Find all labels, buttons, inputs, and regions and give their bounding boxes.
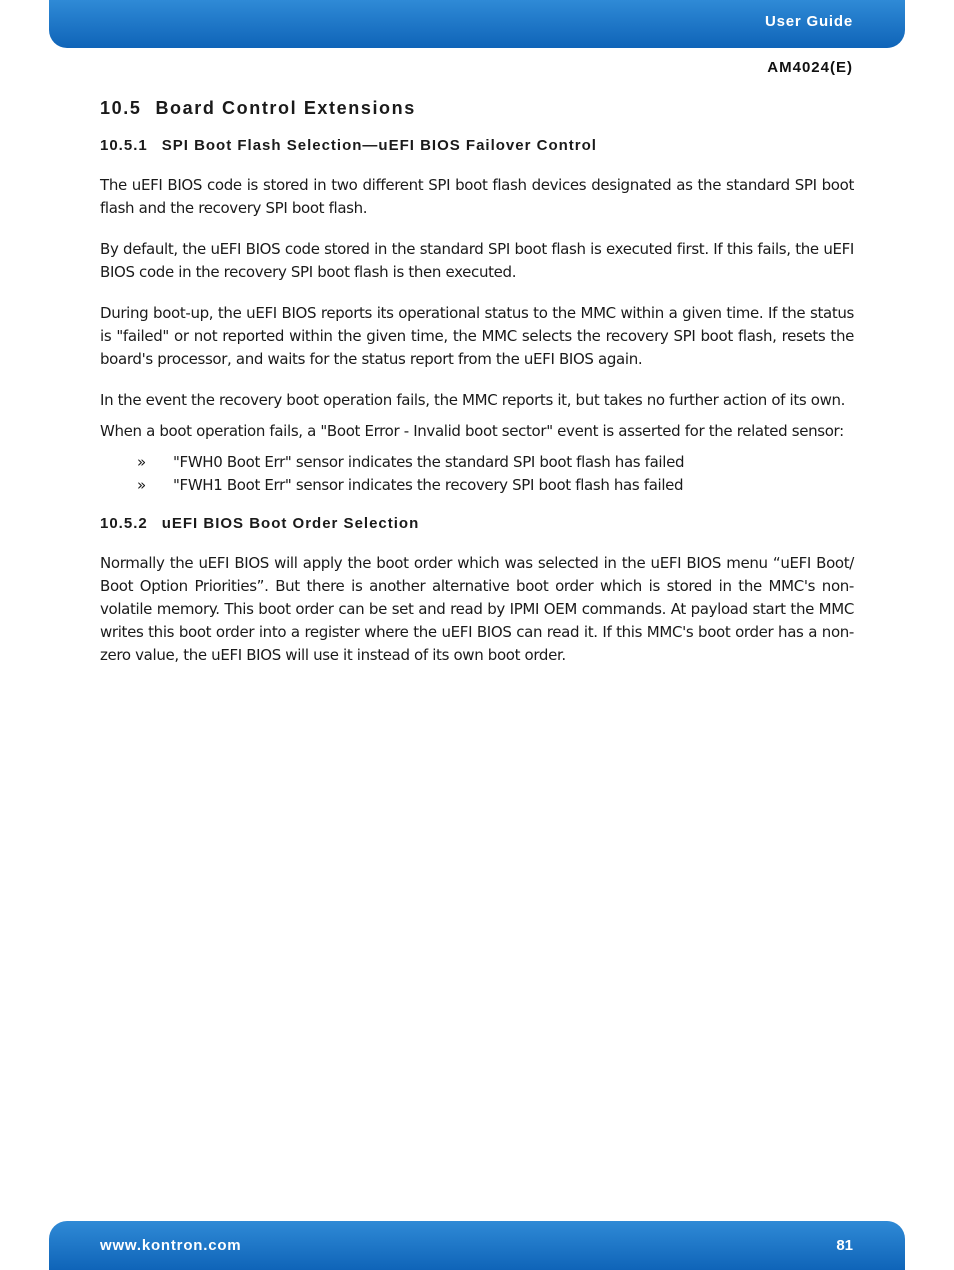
subsection-title-1: SPI Boot Flash Selection—uEFI BIOS Failover Control bbox=[161, 137, 597, 154]
subsection-heading-1 bbox=[100, 137, 854, 154]
bullet-icon: » bbox=[137, 476, 146, 494]
paragraph: When a boot operation fails, a "Boot Error - Invalid boot sector" event is asserted for the related sensor: bbox=[100, 422, 844, 440]
list-item-text: "FWH0 Boot Err" sensor indicates the standard SPI boot flash has failed bbox=[173, 453, 685, 471]
paragraph: In the event the recovery boot operation fails, the MMC reports it, but takes no further action of its own. bbox=[100, 391, 846, 409]
list-item bbox=[100, 451, 854, 474]
section-number: 10.5 bbox=[100, 98, 142, 118]
footer-bar bbox=[49, 1221, 905, 1270]
footer-url-link[interactable]: www.kontron.com bbox=[100, 1237, 242, 1254]
subsection-heading-2 bbox=[100, 515, 854, 532]
subsection-title-2: uEFI BIOS Boot Order Selection bbox=[161, 515, 420, 532]
subsection-number-2: 10.5.2 bbox=[100, 515, 148, 532]
list-item-text: "FWH1 Boot Err" sensor indicates the recovery SPI boot flash has failed bbox=[173, 476, 684, 494]
page-number: 81 bbox=[836, 1237, 853, 1254]
paragraph: The uEFI BIOS code is stored in two different SPI boot flash devices designated as the standard SPI boot flash and the recovery SPI boot flash. bbox=[100, 176, 854, 217]
header-bar bbox=[49, 0, 905, 48]
paragraph: By default, the uEFI BIOS code stored in the standard SPI boot flash is executed first. If this fails, the uEFI BIOS code in the recovery SPI boot flash is then executed. bbox=[100, 240, 854, 281]
section-title: Board Control Extensions bbox=[155, 98, 416, 118]
document-code: AM4024(E) bbox=[767, 59, 853, 76]
list-item bbox=[100, 474, 854, 497]
header-title: User Guide bbox=[764, 13, 853, 30]
subsection-number-1: 10.5.1 bbox=[100, 137, 148, 154]
paragraph: During boot-up, the uEFI BIOS reports its operational status to the MMC within a given time. If the status is "failed" or not reported within the given time, the MMC selects the recovery SPI boot flash, resets the board's processor, and waits for the status report from the uEFI BIOS again. bbox=[100, 304, 854, 368]
section-heading bbox=[100, 98, 854, 119]
paragraph: Normally the uEFI BIOS will apply the boot order which was selected in the uEFI BIOS menu “uEFI Boot/ Boot Option Priorities”. But there is another alternative boot order which is stored in the MMC's non-volatile memory. This boot order can be set and read by IPMI OEM commands. At payload start the MMC writes this boot order into a register where the uEFI BIOS can read it. If this MMC's boot order has a non-zero value, the uEFI BIOS will use it instead of its own boot order. bbox=[100, 554, 854, 664]
bullet-list bbox=[100, 451, 854, 497]
page-content bbox=[100, 98, 854, 685]
bullet-icon: » bbox=[137, 453, 146, 471]
